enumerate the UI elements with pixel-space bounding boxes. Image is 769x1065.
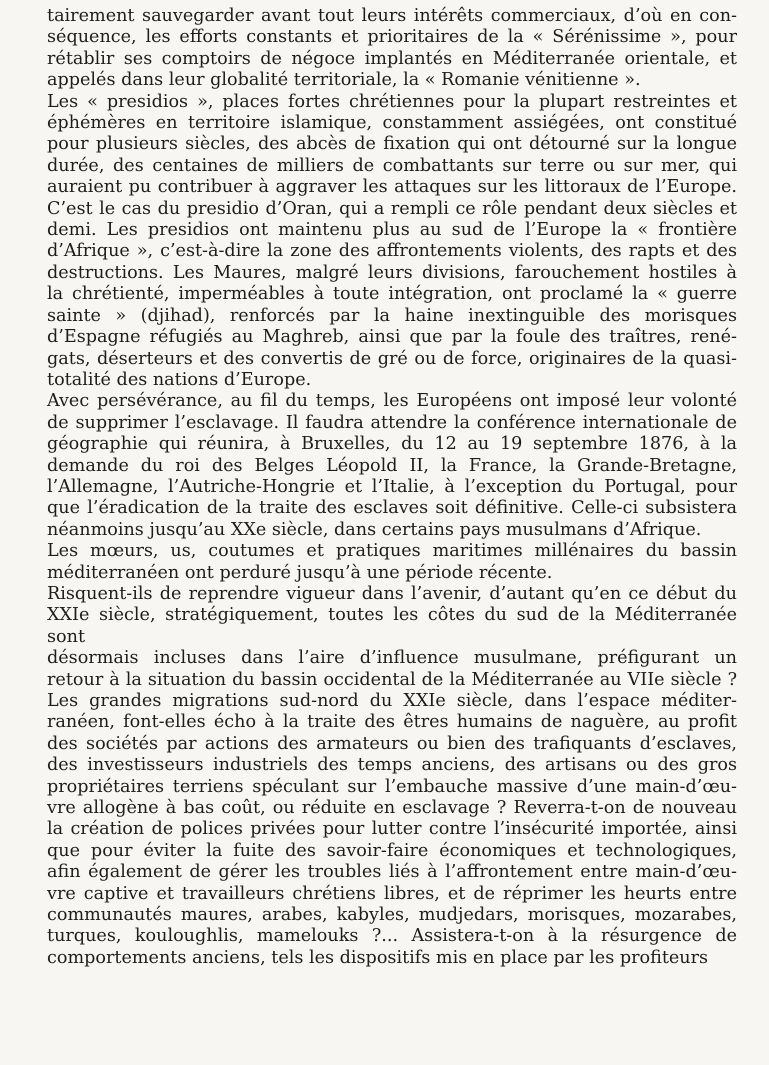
text-line: turques, kouloughlis, mamelouks ?... Assistera-t-on à la résurgence de bbox=[47, 926, 737, 947]
text-line: la création de polices privées pour lutter contre l’insécurité importée, ainsi bbox=[47, 819, 737, 840]
text-line: totalité des nations d’Europe. bbox=[47, 369, 312, 390]
paragraph bbox=[47, 92, 737, 392]
text-line: durée, des centaines de milliers de combattants sur terre ou sur mer, qui bbox=[47, 155, 737, 176]
text-line: désormais incluses dans l’aire d’influence musulmane, préfigurant un bbox=[47, 648, 737, 669]
text-line: méditerranéen ont perduré jusqu’à une période récente. bbox=[47, 562, 553, 583]
text-line: séquence, les efforts constants et prioritaires de la « Sérénissime », pour bbox=[47, 27, 737, 48]
text-line: d’Afrique », c’est-à-dire la zone des affrontements violents, des rapts et des bbox=[47, 241, 737, 262]
text-line: éphémères en territoire islamique, constamment assiégées, ont constitué bbox=[47, 113, 737, 134]
text-line: la chrétienté, imperméables à toute intégration, ont proclamé la « guerre bbox=[47, 284, 737, 305]
text-line: que l’éradication de la traite des esclaves soit définitive. Celle-ci subsistera bbox=[47, 498, 737, 519]
text-line: néanmoins jusqu’au XXe siècle, dans certains pays musulmans d’Afrique. bbox=[47, 519, 702, 540]
text-line: propriétaires terriens spéculant sur l’embauche massive d’une main-d’œu- bbox=[47, 776, 737, 797]
text-line: Les « presidios », places fortes chrétiennes pour la plupart restreintes et bbox=[47, 91, 737, 112]
text-line: de supprimer l’esclavage. Il faudra attendre la conférence internationale de bbox=[47, 412, 737, 433]
text-line: ranéen, font-elles écho à la traite des êtres humains de naguère, au profit bbox=[47, 712, 737, 733]
text-line: d’Espagne réfugiés au Maghreb, ainsi que par la foule des traîtres, rené- bbox=[47, 327, 737, 348]
text-line: demande du roi des Belges Léopold II, la France, la Grande-Bretagne, bbox=[47, 455, 737, 476]
text-line: sainte » (djihad), renforcés par la haine inextinguible des morisques bbox=[47, 305, 737, 326]
text-line: des sociétés par actions des armateurs ou bien des trafiquants d’esclaves, bbox=[47, 733, 737, 754]
paragraph bbox=[47, 6, 737, 92]
text-line: retour à la situation du bassin occidental de la Méditerranée au VIIe siècle ? bbox=[47, 669, 737, 690]
text-line: géographie qui réunira, à Bruxelles, du 12 au 19 septembre 1876, à la bbox=[47, 434, 737, 455]
paragraph bbox=[47, 391, 737, 541]
text-line: vre captive et travailleurs chrétiens libres, et de réprimer les heurts entre bbox=[47, 883, 737, 904]
text-line: XXIe siècle, stratégiquement, toutes les côtes du sud de la Méditerranée sont bbox=[47, 605, 737, 647]
paragraph bbox=[47, 541, 737, 584]
text-line: Avec persévérance, au fil du temps, les Européens ont imposé leur volonté bbox=[47, 391, 737, 412]
body-text bbox=[47, 6, 737, 969]
text-line: appelés dans leur globalité territoriale, la « Romanie vénitienne ». bbox=[47, 70, 641, 91]
paragraph bbox=[47, 584, 737, 969]
text-line: afin également de gérer les troubles liés à l’affrontement entre main-d’œu- bbox=[47, 862, 737, 883]
text-line: vre allogène à bas coût, ou réduite en esclavage ? Reverra-t-on de nouveau bbox=[47, 798, 737, 819]
text-line: tairement sauvegarder avant tout leurs intérêts commerciaux, d’où en con- bbox=[47, 6, 737, 26]
text-line: C’est le cas du presidio d’Oran, qui a rempli ce rôle pendant deux siècles et bbox=[47, 198, 737, 219]
text-line: pour plusieurs siècles, des abcès de fixation qui ont détourné sur la longue bbox=[47, 134, 737, 155]
text-line: destructions. Les Maures, malgré leurs divisions, farouchement hostiles à bbox=[47, 262, 737, 283]
text-line: des investisseurs industriels des temps anciens, des artisans ou des gros bbox=[47, 755, 737, 776]
text-line: rétablir ses comptoirs de négoce implantés en Méditerranée orientale, et bbox=[47, 48, 737, 69]
text-line: Les grandes migrations sud-nord du XXIe siècle, dans l’espace méditer- bbox=[47, 691, 737, 711]
text-line: communautés maures, arabes, kabyles, mudjedars, morisques, mozarabes, bbox=[47, 905, 737, 926]
text-line: Risquent-ils de reprendre vigueur dans l’avenir, d’autant qu’en ce début du bbox=[47, 583, 737, 604]
text-line: gats, déserteurs et des convertis de gré ou de force, originaires de la quasi- bbox=[47, 348, 737, 369]
text-line: que pour éviter la fuite des savoir-faire économiques et technologiques, bbox=[47, 840, 737, 861]
text-line: l’Allemagne, l’Autriche-Hongrie et l’Italie, à l’exception du Portugal, pour bbox=[47, 476, 737, 497]
text-line: comportements anciens, tels les dispositifs mis en place par les profiteurs bbox=[47, 947, 709, 968]
text-line: Les mœurs, us, coutumes et pratiques maritimes millénaires du bassin bbox=[47, 541, 737, 562]
text-line: auraient pu contribuer à aggraver les attaques sur les littoraux de l’Europe. bbox=[47, 177, 737, 198]
text-line: demi. Les presidios ont maintenu plus au sud de l’Europe la « frontière bbox=[47, 220, 737, 241]
